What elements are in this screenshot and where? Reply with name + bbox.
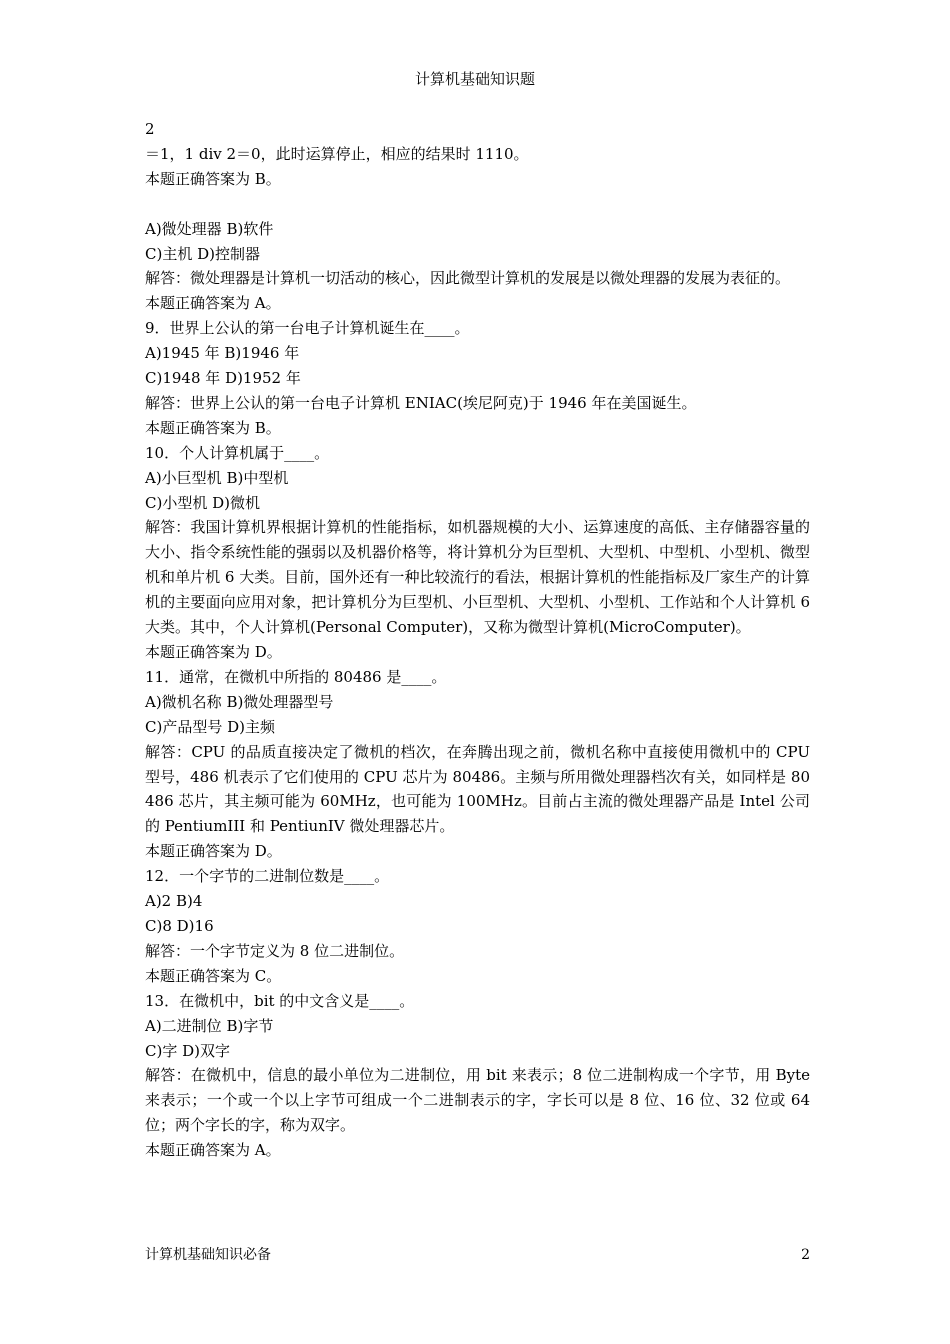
- text-line: ＝1，1 div 2＝0，此时运算停止，相应的结果时 1110。: [145, 144, 529, 163]
- answer-line: 本题正确答案为 B。: [145, 169, 281, 188]
- answer-line: 本题正确答案为 C。: [145, 966, 282, 985]
- explanation-line: 解答：世界上公认的第一台电子计算机 ENIAC(埃尼阿克)于 1946 年在美国诞生。: [145, 393, 697, 412]
- explanation-line: 解答：一个字节定义为 8 位二进制位。: [145, 941, 405, 960]
- answer-line: 本题正确答案为 A。: [145, 294, 281, 313]
- explanation-paragraph: 解答：我国计算机界根据计算机的性能指标，如机器规模的大小、运算速度的高低、主存储器容量的大小、指令系统性能的强弱以及机器价格等，将计算机分为巨型机、大型机、中型机、小型机、微型机和单片机 6 大类。目前，国外还有一种比较流行的看法，根据计算机的性能指标及厂家生产的计算机的主要面向应用对象，把计算机分为巨型机、小巨型机、大型机、小型机、工作站和个人计算机 6 大类。其中，个人计算机(Personal Computer)，又称为微型计算机(MicroComputer)。: [145, 518, 810, 637]
- page-number: 2: [801, 1247, 810, 1263]
- question-line: 12．一个字节的二进制位数是____。: [145, 867, 390, 886]
- option-line: C)小型机 D)微机: [145, 493, 260, 512]
- option-line: A)微处理器 B)软件: [145, 219, 274, 238]
- explanation-paragraph: 解答：在微机中，信息的最小单位为二进制位，用 bit 来表示；8 位二进制构成一个字节，用 Byte 来表示；一个或一个以上字节可组成一个二进制表示的字，字长可以是 8 位、16 位、32 位或 64 位；两个字长的字，称为双字。: [145, 1066, 810, 1135]
- document-body: [145, 117, 810, 1163]
- question-line: 9．世界上公认的第一台电子计算机诞生在____。: [145, 319, 470, 338]
- question-line: 13．在微机中，bit 的中文含义是____。: [145, 991, 415, 1010]
- option-line: A)1945 年 B)1946 年: [145, 344, 300, 363]
- text-line: 2: [145, 120, 155, 138]
- question-line: 10．个人计算机属于____。: [145, 443, 330, 462]
- option-line: A)2 B)4: [145, 892, 203, 911]
- option-line: C)8 D)16: [145, 916, 214, 935]
- option-line: A)小巨型机 B)中型机: [145, 468, 289, 487]
- option-line: C)产品型号 D)主频: [145, 717, 275, 736]
- blank-line: [145, 192, 810, 217]
- answer-line: 本题正确答案为 D。: [145, 842, 282, 861]
- option-line: C)1948 年 D)1952 年: [145, 369, 301, 388]
- question-line: 11．通常，在微机中所指的 80486 是____。: [145, 667, 447, 686]
- explanation-paragraph: 解答：CPU 的品质直接决定了微机的档次，在奔腾出现之前，微机名称中直接使用微机中的 CPU 型号，486 机表示了它们使用的 CPU 芯片为 80486。主频与所用微处理器档次有关，如同样是 80486 芯片，其主频可能为 60MHz，也可能为 100MHz。目前占主流的微处理器产品是 Intel 公司的 PentiumIII 和 PentiunIV 微处理器芯片。: [145, 742, 810, 836]
- page-header: [0, 68, 950, 90]
- option-line: A)二进制位 B)字节: [145, 1016, 274, 1035]
- option-line: A)微机名称 B)微处理器型号: [145, 692, 334, 711]
- page-header-title: 计算机基础知识题: [414, 70, 535, 88]
- footer-title: 计算机基础知识必备: [145, 1247, 271, 1263]
- option-line: C)字 D)双字: [145, 1041, 230, 1060]
- explanation-paragraph: 解答：微处理器是计算机一切活动的核心，因此微型计算机的发展是以微处理器的发展为表征的。: [145, 269, 791, 288]
- option-line: C)主机 D)控制器: [145, 244, 260, 263]
- answer-line: 本题正确答案为 D。: [145, 643, 282, 662]
- answer-line: 本题正确答案为 B。: [145, 418, 281, 437]
- answer-line: 本题正确答案为 A。: [145, 1141, 281, 1160]
